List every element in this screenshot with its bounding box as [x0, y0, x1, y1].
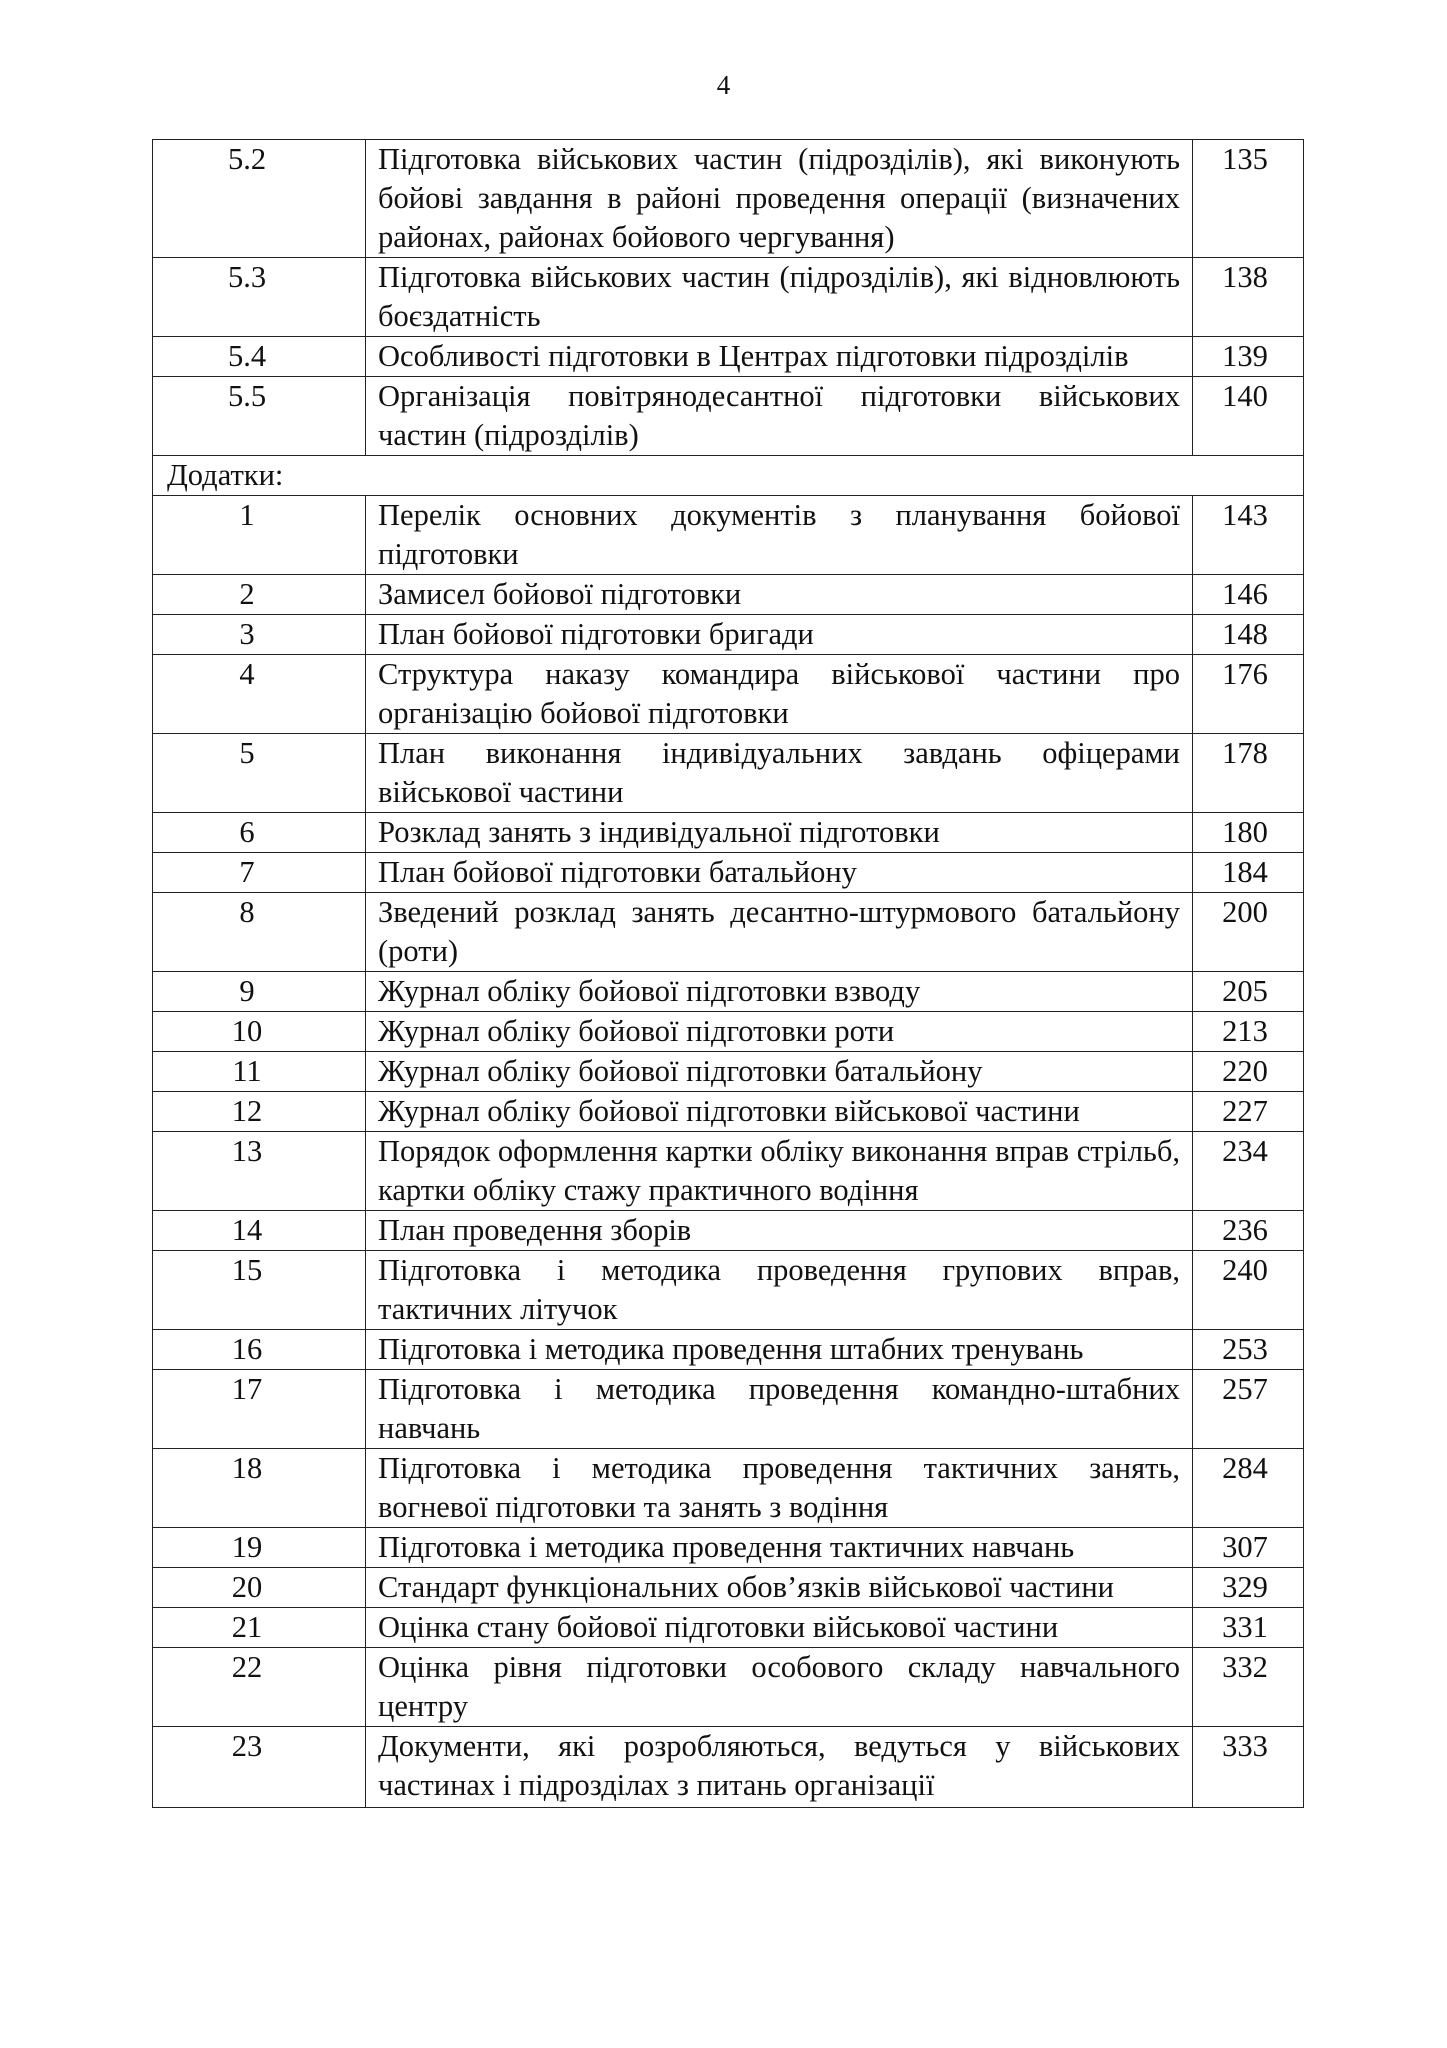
- appendix-title: План бойової підготовки бригади: [366, 615, 1193, 655]
- appendix-row: [153, 1052, 1304, 1092]
- appendix-row: [153, 1330, 1304, 1370]
- appendix-title: Оцінка стану бойової підготовки військової частини: [366, 1608, 1193, 1648]
- appendix-row: [153, 615, 1304, 655]
- appendix-row: [153, 1727, 1304, 1808]
- appendix-number: 17: [153, 1370, 366, 1449]
- appendix-number: 10: [153, 1012, 366, 1052]
- appendix-number: 16: [153, 1330, 366, 1370]
- appendix-page: 146: [1193, 575, 1304, 615]
- appendix-number: 22: [153, 1648, 366, 1727]
- appendix-page: 205: [1193, 972, 1304, 1012]
- appendix-number: 19: [153, 1528, 366, 1568]
- appendix-row: [153, 575, 1304, 615]
- appendix-number: 18: [153, 1449, 366, 1528]
- appendix-page: 220: [1193, 1052, 1304, 1092]
- toc-item-title: Організація повітрянодесантної підготовки військових частин (підрозділів): [366, 377, 1193, 456]
- appendix-row: [153, 1132, 1304, 1211]
- toc-row: [153, 377, 1304, 456]
- page-number: 4: [716, 70, 731, 100]
- appendix-row: [153, 893, 1304, 972]
- appendix-number: 20: [153, 1568, 366, 1608]
- appendix-number: 12: [153, 1092, 366, 1132]
- appendix-title: Журнал обліку бойової підготовки взводу: [366, 972, 1193, 1012]
- appendix-page: 213: [1193, 1012, 1304, 1052]
- appendix-row: [153, 1608, 1304, 1648]
- appendix-number: 15: [153, 1251, 366, 1330]
- appendix-title: Документи, які розробляються, ведуться у військових частинах і підрозділах з питань організації: [366, 1727, 1193, 1808]
- appendix-title: Структура наказу командира військової частини про організацію бойової підготовки: [366, 655, 1193, 734]
- appendix-title: Журнал обліку бойової підготовки батальйону: [366, 1052, 1193, 1092]
- appendix-number: 9: [153, 972, 366, 1012]
- toc-row: [153, 337, 1304, 377]
- appendix-page: 329: [1193, 1568, 1304, 1608]
- appendix-row: [153, 1449, 1304, 1528]
- toc-item-page: 139: [1193, 337, 1304, 377]
- appendix-heading-row: [153, 456, 1304, 496]
- toc-row: [153, 258, 1304, 337]
- appendix-number: 2: [153, 575, 366, 615]
- appendix-number: 14: [153, 1211, 366, 1251]
- appendix-page: 257: [1193, 1370, 1304, 1449]
- appendix-title: Стандарт функціональних обов’язків військової частини: [366, 1568, 1193, 1608]
- toc-item-page: 138: [1193, 258, 1304, 337]
- toc-item-number: 5.2: [153, 140, 366, 258]
- appendix-title: Розклад занять з індивідуальної підготовки: [366, 813, 1193, 853]
- appendix-title: Підготовка і методика проведення тактичних навчань: [366, 1528, 1193, 1568]
- appendix-page: 236: [1193, 1211, 1304, 1251]
- appendix-row: [153, 734, 1304, 813]
- appendix-title: Підготовка і методика проведення командно-штабних навчань: [366, 1370, 1193, 1449]
- appendix-page: 253: [1193, 1330, 1304, 1370]
- appendix-row: [153, 1528, 1304, 1568]
- appendix-title: Оцінка рівня підготовки особового складу навчального центру: [366, 1648, 1193, 1727]
- appendix-number: 11: [153, 1052, 366, 1092]
- appendix-title: План бойової підготовки батальйону: [366, 853, 1193, 893]
- appendix-page: 176: [1193, 655, 1304, 734]
- appendix-page: 332: [1193, 1648, 1304, 1727]
- appendix-page: 180: [1193, 813, 1304, 853]
- appendix-title: Журнал обліку бойової підготовки військової частини: [366, 1092, 1193, 1132]
- appendix-row: [153, 1092, 1304, 1132]
- toc-item-page: 135: [1193, 140, 1304, 258]
- appendix-number: 23: [153, 1727, 366, 1808]
- appendix-number: 7: [153, 853, 366, 893]
- appendix-title: Порядок оформлення картки обліку виконання вправ стрільб, картки обліку стажу практичного водіння: [366, 1132, 1193, 1211]
- appendix-title: Підготовка і методика проведення штабних тренувань: [366, 1330, 1193, 1370]
- appendix-number: 3: [153, 615, 366, 655]
- appendix-row: [153, 1568, 1304, 1608]
- table-of-contents: [152, 139, 1304, 1808]
- appendix-row: [153, 853, 1304, 893]
- appendix-number: 4: [153, 655, 366, 734]
- appendix-title: Підготовка і методика проведення тактичних занять, вогневої підготовки та занять з водіння: [366, 1449, 1193, 1528]
- appendix-number: 8: [153, 893, 366, 972]
- appendix-number: 5: [153, 734, 366, 813]
- appendix-page: 184: [1193, 853, 1304, 893]
- appendix-page: 200: [1193, 893, 1304, 972]
- appendix-row: [153, 1648, 1304, 1727]
- appendix-row: [153, 813, 1304, 853]
- toc-item-title: Підготовка військових частин (підрозділів), які виконують бойові завдання в районі проведення операції (визначених районах, районах бойового чергування): [366, 140, 1193, 258]
- appendix-page: 307: [1193, 1528, 1304, 1568]
- appendix-page: 178: [1193, 734, 1304, 813]
- appendix-row: [153, 972, 1304, 1012]
- appendix-page: 143: [1193, 496, 1304, 575]
- appendix-page: 284: [1193, 1449, 1304, 1528]
- appendix-title: Зведений розклад занять десантно-штурмового батальйону (роти): [366, 893, 1193, 972]
- appendix-page: 148: [1193, 615, 1304, 655]
- appendix-page: 240: [1193, 1251, 1304, 1330]
- appendix-title: План виконання індивідуальних завдань офіцерами військової частини: [366, 734, 1193, 813]
- appendix-page: 227: [1193, 1092, 1304, 1132]
- toc-item-number: 5.5: [153, 377, 366, 456]
- appendix-number: 6: [153, 813, 366, 853]
- appendix-row: [153, 1370, 1304, 1449]
- appendix-title: План проведення зборів: [366, 1211, 1193, 1251]
- appendix-row: [153, 496, 1304, 575]
- toc-item-number: 5.4: [153, 337, 366, 377]
- appendix-number: 21: [153, 1608, 366, 1648]
- appendix-row: [153, 1012, 1304, 1052]
- appendix-page: 333: [1193, 1727, 1304, 1808]
- appendix-heading: Додатки:: [153, 456, 1304, 496]
- toc-item-number: 5.3: [153, 258, 366, 337]
- appendix-row: [153, 1211, 1304, 1251]
- toc-item-page: 140: [1193, 377, 1304, 456]
- toc-item-title: Підготовка військових частин (підрозділів), які відновлюють боєздатність: [366, 258, 1193, 337]
- appendix-title: Перелік основних документів з планування бойової підготовки: [366, 496, 1193, 575]
- appendix-row: [153, 1251, 1304, 1330]
- appendix-title: Журнал обліку бойової підготовки роти: [366, 1012, 1193, 1052]
- appendix-page: 234: [1193, 1132, 1304, 1211]
- appendix-number: 1: [153, 496, 366, 575]
- appendix-title: Замисел бойової підготовки: [366, 575, 1193, 615]
- appendix-row: [153, 655, 1304, 734]
- appendix-number: 13: [153, 1132, 366, 1211]
- appendix-page: 331: [1193, 1608, 1304, 1648]
- toc-item-title: Особливості підготовки в Центрах підготовки підрозділів: [366, 337, 1193, 377]
- toc-row: [153, 140, 1304, 258]
- appendix-title: Підготовка і методика проведення групових вправ, тактичних літучок: [366, 1251, 1193, 1330]
